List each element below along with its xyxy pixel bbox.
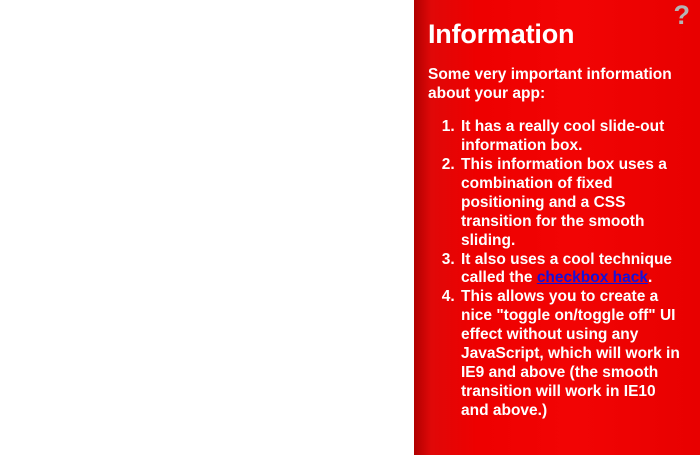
list-item	[459, 251, 686, 289]
list-item	[459, 156, 686, 251]
list-item-text: This allows you to create a nice "toggle on/toggle off" UI effect without using any JavaScript, which will work in IE9 and above (the smooth transition will work in IE10 and above.)	[461, 288, 680, 419]
list-item	[459, 288, 686, 420]
information-panel-inner	[414, 0, 700, 455]
information-panel	[414, 0, 700, 455]
list-item-text: It also uses a cool technique called the	[461, 250, 673, 287]
intro-text: Some very important information about your app:	[428, 66, 672, 103]
page-title: Information	[428, 19, 575, 49]
list-item	[459, 118, 686, 156]
list-item-text: This information box uses a combination of fixed positioning and a CSS transition for the smooth sliding.	[461, 155, 667, 249]
list-item-text: It has a really cool slide-out information box.	[461, 118, 665, 155]
checkbox-hack-link[interactable]: checkbox hack	[536, 269, 648, 287]
information-list	[428, 118, 686, 421]
list-item-text-after: .	[647, 269, 653, 287]
question-mark-icon[interactable]: ?	[673, 0, 690, 30]
